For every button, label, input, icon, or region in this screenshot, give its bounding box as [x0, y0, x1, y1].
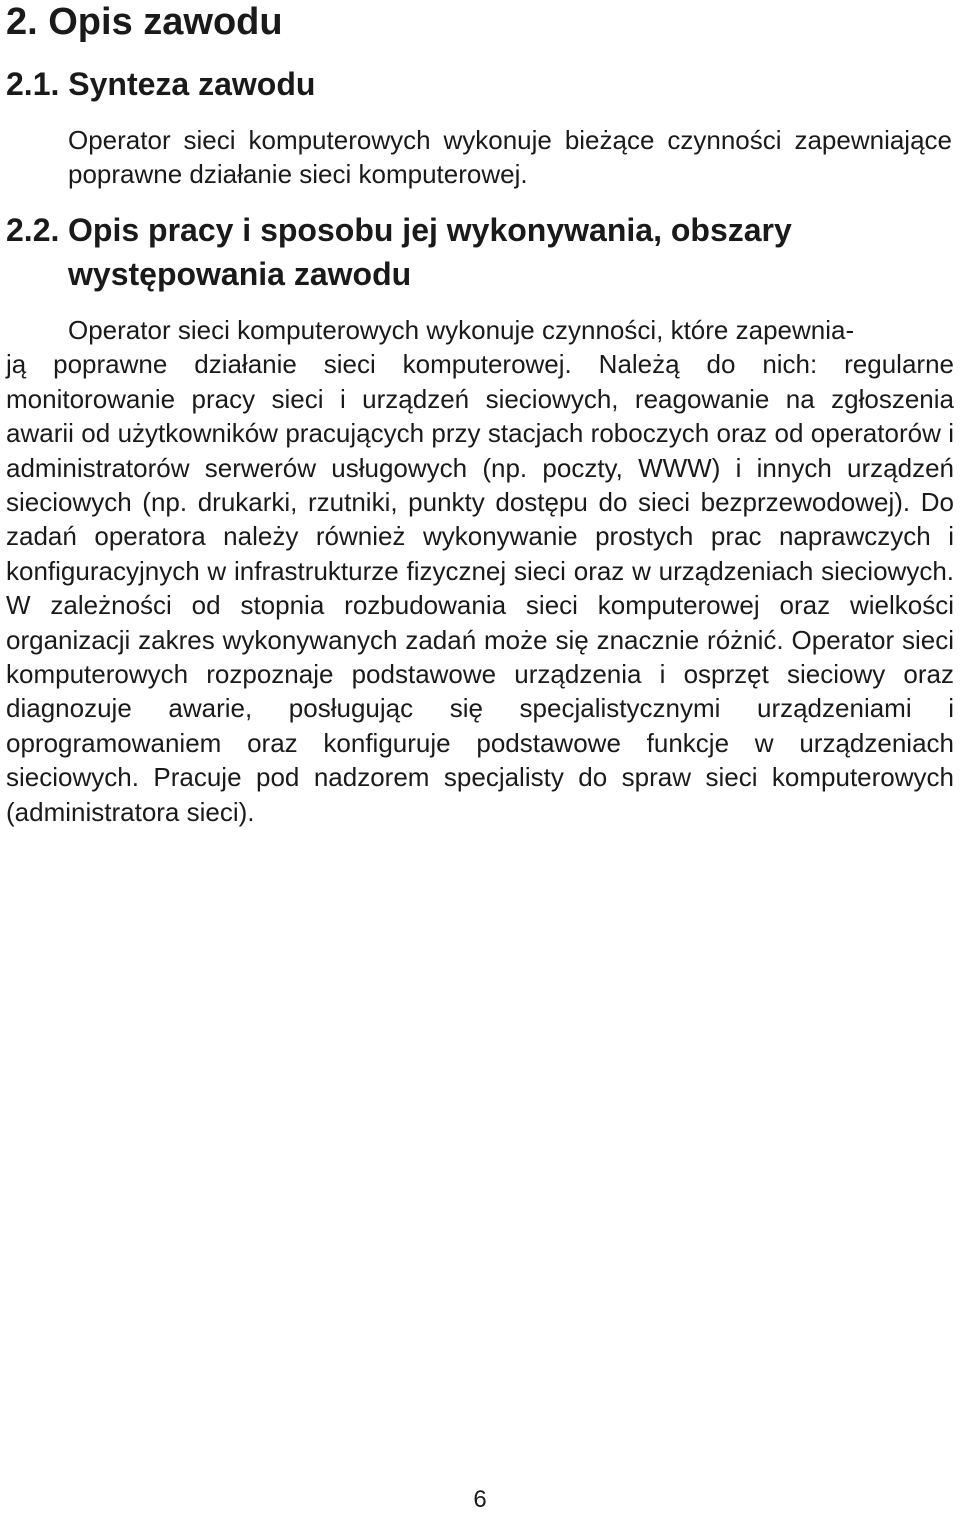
- section-heading-line-2: występowania zawodu: [68, 256, 412, 292]
- section-paragraph-synteza: Operator sieci komputerowych wykonuje bieżące czynności zapewniające poprawne działanie sieci komputerowej.: [68, 125, 952, 189]
- section-heading-number: 2.2.: [6, 212, 60, 248]
- paragraph-first-line: Operator sieci komputerowych wykonuje czynności, które zapewnia-: [68, 315, 855, 345]
- section-heading-synteza: 2.1. Synteza zawodu: [6, 66, 316, 102]
- section-heading-opis-pracy: [6, 208, 792, 252]
- page-number: 6: [473, 1486, 487, 1513]
- paragraph-body: ją poprawne działanie sieci komputerowej. Należą do nich: regularne monitorowanie pracy sieci i urządzeń sieciowych, reagowanie na zgłoszenia awarii od użytkowników pracujących przy stacjach roboczych oraz od operatorów i administratorów serwerów usługowych (np. poczty, WWW) i innych urządzeń sieciowych (np. drukarki, rzutniki, punkty dostępu do sieci bezprzewodowej). Do zadań operatora należy również wykonywanie prostych prac naprawczych i konfiguracyjnych w infrastrukturze fizycznej sieci oraz w urządzeniach sieciowych. W zależności od stopnia rozbudowania sieci komputerowej oraz wielkości organizacji zakres wykonywanych zadań może się znacznie różnić. Operator sieci komputerowych rozpoznaje podstawowe urządzenia i osprzęt sieciowy oraz diagnozuje awarie, posługując się specjalistycznymi urządzeniami i oprogramowaniem oraz konfiguruje podstawowe funkcje w urządzeniach sieciowych. Pracuje pod nadzorem specjalisty do spraw sieci komputerowych (administratora sieci).: [6, 349, 954, 827]
- section-paragraph-opis-pracy: [6, 313, 954, 829]
- section-heading-line-1: Opis pracy i sposobu jej wykonywania, obszary: [68, 212, 792, 248]
- chapter-heading: 2. Opis zawodu: [6, 1, 283, 43]
